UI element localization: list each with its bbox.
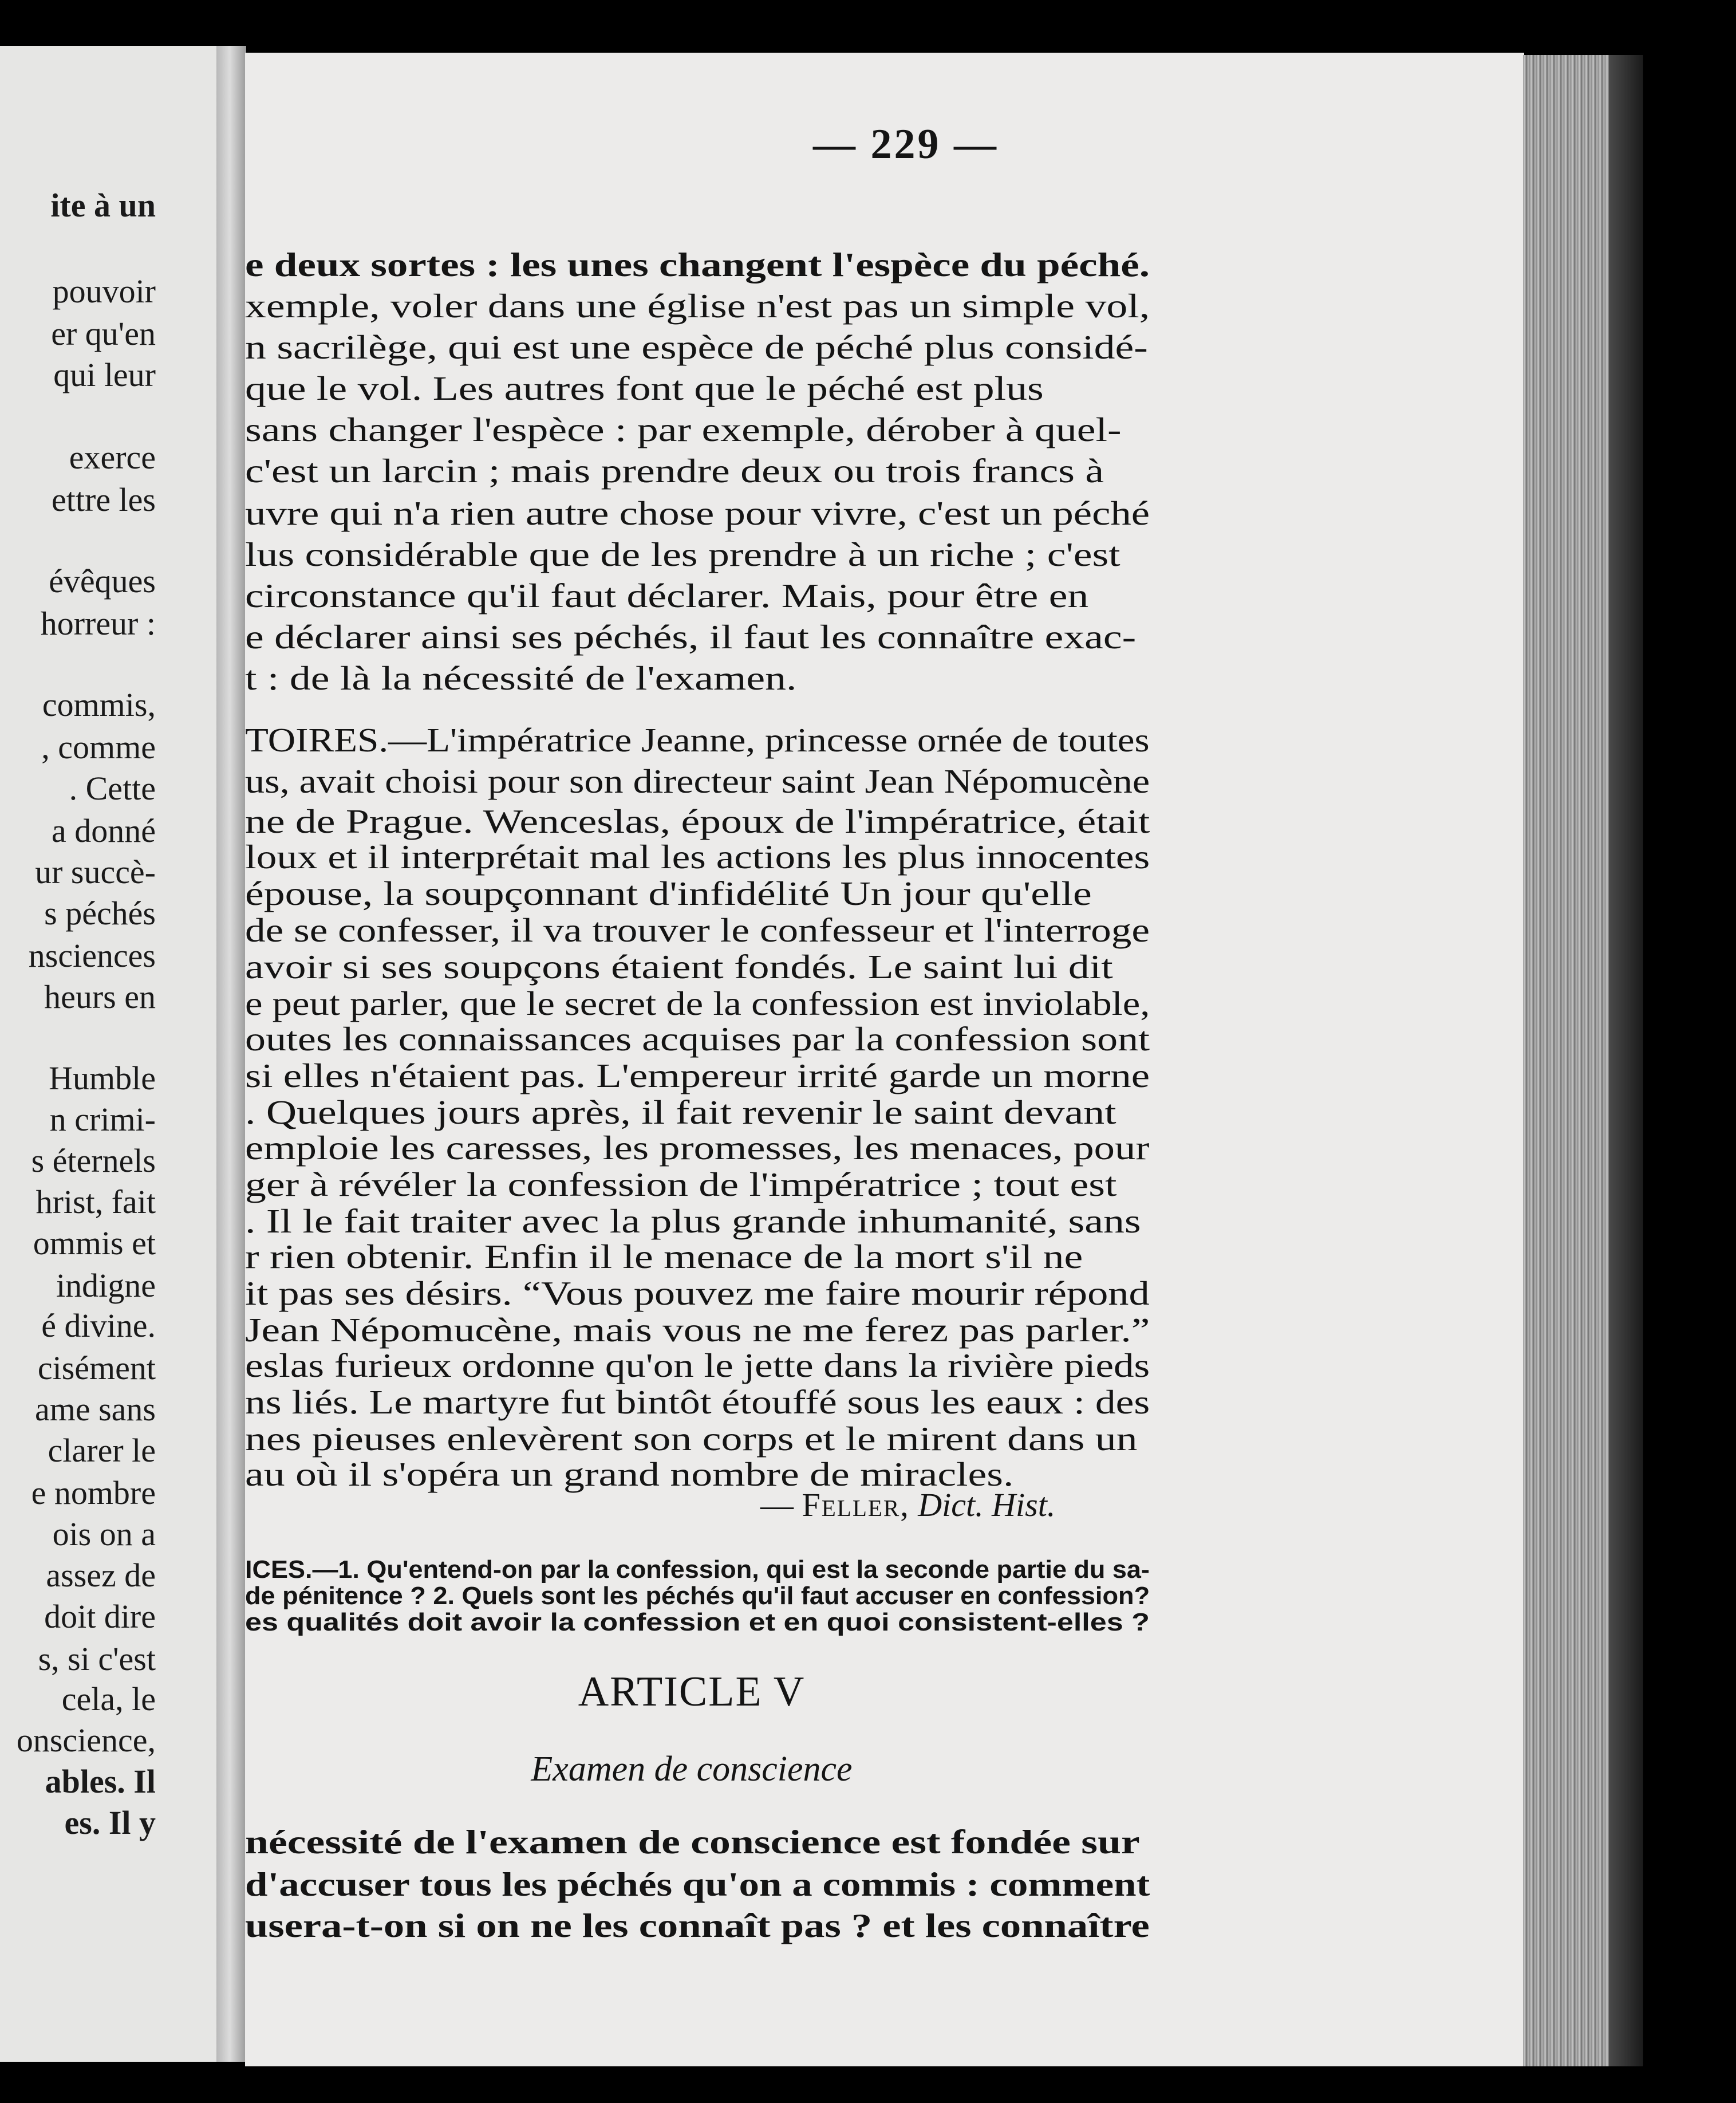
text-line: uvre qui n'a rien autre chose pour vivre, c'est un péché [245,494,1150,532]
text-line: nes pieuses enlevèrent son corps et le mirent dans un [245,1420,1138,1458]
text-line: emploie les caresses, les promesses, les menaces, pour [245,1129,1150,1167]
text-line: er qu'en [51,315,156,352]
text-line: . Quelques jours après, il fait revenir le saint devant [245,1093,1116,1131]
text-line: e déclarer ainsi ses péchés, il faut les connaître exac- [245,618,1137,656]
text-line: si elles n'étaient pas. L'empereur irrité garde un morne [245,1057,1150,1094]
text-line: ne de Prague. Wenceslas, époux de l'impératrice, était [245,802,1150,840]
text-line: cela, le [61,1680,156,1718]
article-subtitle: Examen de conscience [531,1750,853,1789]
right-page [245,53,1524,2066]
text-line: ur succè- [35,853,156,891]
text-line: avoir si ses soupçons étaient fondés. Le saint lui dit [245,948,1113,986]
citation-work: Dict. Hist. [918,1486,1056,1523]
text-line: s péchés [44,895,156,932]
book-gutter [216,46,246,2062]
text-line: Jean Népomucène, mais vous ne me ferez pas parler.” [245,1311,1150,1349]
text-line: horreur : [40,605,156,642]
text-line: ite à un [50,187,156,224]
text-line: us, avait choisi pour son directeur saint Jean Népomucène [245,762,1150,800]
text-line: xemple, voler dans une église n'est pas un simple vol, [245,287,1150,325]
text-line: TOIRES.—L'impératrice Jeanne, princesse ornée de toutes [245,721,1150,759]
text-line: usera-t-on si on ne les connaît pas ? et les connaître [245,1907,1150,1944]
text-line: ommis et [33,1224,156,1262]
text-line: . Il le fait traiter avec la plus grande inhumanité, sans [245,1202,1141,1240]
text-line: é divine. [41,1307,156,1344]
text-line: cisément [37,1349,156,1387]
text-line: sans changer l'espèce : par exemple, dérober à quel- [245,411,1122,448]
text-line: assez de [46,1557,156,1594]
text-line: ettre les [52,481,156,518]
text-line: pouvoir [52,273,156,310]
text-line: ables. Il [45,1763,156,1800]
text-line: ns liés. Le martyre fut bintôt étouffé sous les eaux : des [245,1383,1150,1421]
text-line: doit dire [44,1598,156,1635]
text-line: t : de là la nécessité de l'examen. [245,659,797,697]
text-line: s éternels [31,1142,156,1179]
text-line: , comme [41,728,156,766]
text-line: e nombre [31,1474,156,1511]
text-line: n sacrilège, qui est une espèce de péché plus considé- [245,328,1148,366]
text-line: es qualités doit avoir la confession et en quoi consistent-elles ? [245,1608,1150,1636]
book-edge-shadow [1609,55,1643,2066]
text-line: es. Il y [64,1804,156,1841]
text-line: nsciences [28,937,156,974]
text-line: eslas furieux ordonne qu'on le jette dans la rivière pieds [245,1346,1150,1384]
text-line: loux et il interprétait mal les actions les plus innocentes [245,838,1150,876]
text-line: Humble [49,1060,156,1097]
text-line: commis, [42,686,156,723]
text-line: exerce [69,439,156,476]
text-line: hrist, fait [35,1183,156,1220]
text-line: lus considérable que de les prendre à un riche ; c'est [245,535,1120,573]
text-line: a donné [52,812,156,849]
text-line: épouse, la soupçonnant d'infidélité Un jour qu'elle [245,875,1092,912]
text-line: ICES.—1. Qu'entend-on par la confession, qui est la seconde partie du sa- [245,1555,1150,1584]
text-line: qui leur [53,356,156,393]
article-title: ARTICLE V [578,1668,806,1715]
text-line: indigne [56,1267,156,1304]
text-line: e deux sortes : les unes changent l'espèce du péché. [245,246,1150,283]
text-line: que le vol. Les autres font que le péché est plus [245,369,1044,407]
text-line: de se confesser, il va trouver le confesseur et l'interroge [245,911,1150,949]
page-edges [1523,55,1609,2066]
text-line: outes les connaissances acquises par la confession sont [245,1020,1150,1058]
text-line: de pénitence ? 2. Quels sont les péchés qu'il faut accuser en confession? [245,1582,1150,1610]
text-line: e peut parler, que le secret de la confession est inviolable, [245,984,1150,1022]
citation-author: Feller, [802,1486,910,1523]
citation-dash: — [760,1486,794,1523]
text-line: ois on a [52,1515,156,1553]
text-line: d'accuser tous les péchés qu'on a commis : comment [245,1865,1150,1903]
text-line: clarer le [48,1432,156,1469]
text-line: s, si c'est [38,1640,156,1677]
text-line: nécessité de l'examen de conscience est fondée sur [245,1823,1140,1861]
text-line: circonstance qu'il faut déclarer. Mais, pour être en [245,577,1089,615]
text-line: heurs en [44,978,156,1015]
text-line: n crimi- [49,1101,156,1138]
text-line: ame sans [35,1391,156,1428]
text-line: onscience, [16,1722,156,1759]
page-number: — 229 — [813,121,999,168]
text-line: évêques [49,562,156,600]
text-line: r rien obtenir. Enfin il le menace de la mort s'il ne [245,1238,1083,1275]
text-line: it pas ses désirs. “Vous pouvez me faire mourir répond [245,1274,1150,1312]
citation [760,1486,1055,1524]
text-line: ger à révéler la confession de l'impératrice ; tout est [245,1165,1117,1203]
text-line: c'est un larcin ; mais prendre deux ou trois francs à [245,452,1104,490]
text-line: au où il s'opéra un grand nombre de miracles. [245,1455,1014,1493]
left-page-fragment [0,46,218,2062]
text-line: . Cette [69,770,156,807]
